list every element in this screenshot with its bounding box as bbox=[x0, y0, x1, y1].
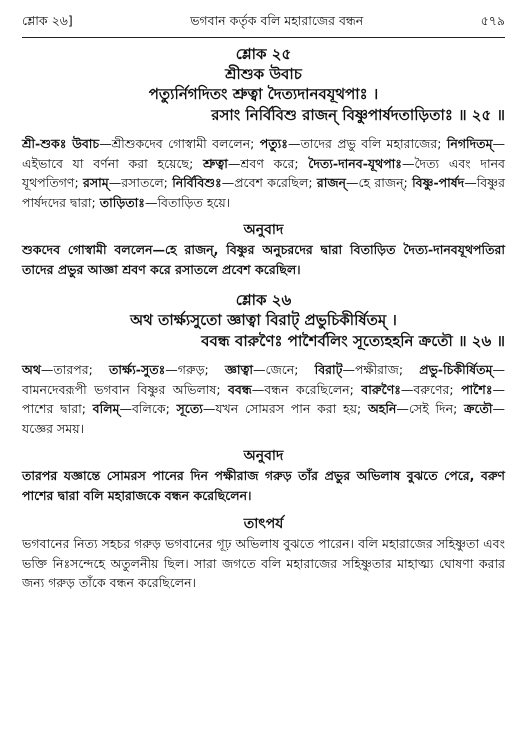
synonym-meaning: —যজ্ঞের সময়। bbox=[22, 401, 505, 436]
synonym-meaning: —হে রাজন্‌; bbox=[345, 175, 413, 190]
synonym-word: পত্যুঃ bbox=[259, 136, 288, 151]
synonym-meaning: —শ্রবণ করে; bbox=[227, 155, 309, 171]
synonym-meaning: —পাশের দ্বারা; bbox=[22, 381, 505, 416]
purport-heading: তাৎপর্য bbox=[243, 516, 284, 532]
synonym-word: তাড়িতাঃ bbox=[99, 194, 145, 210]
synonym-meaning: —বিতাড়িত হয়ে। bbox=[144, 194, 231, 210]
synonym-meaning: —বরুণের; bbox=[400, 381, 462, 397]
verse-25-heading: শ্লোক ২৫ bbox=[235, 45, 292, 63]
synonym-word: শ্রুত্বা bbox=[203, 155, 228, 171]
synonym-meaning: —রসাতলে; bbox=[108, 175, 173, 190]
synonym-meaning: —বিষ্ণুর পার্ষদদের দ্বারা; bbox=[22, 175, 505, 210]
synonym-meaning: —গরুড়; bbox=[165, 362, 225, 377]
synonym-meaning: —যখন সোমরস পান করা হয়; bbox=[202, 401, 368, 416]
verse-25-line-1: পত্যুর্নিগদিতং শ্রুত্বা দৈত্যদানবযূথপাঃ । bbox=[148, 85, 379, 103]
synonym-meaning: —শ্রীশুকদেব গোস্বামী বললেন; bbox=[99, 136, 260, 151]
synonym-meaning: —তাদের প্রভু বলি মহারাজের; bbox=[287, 136, 447, 151]
synonym-word: বিরাট্‌ bbox=[314, 362, 343, 377]
synonym-word: অথ bbox=[22, 362, 41, 377]
synonym-word: নির্বিবিশুঃ bbox=[172, 175, 222, 190]
synonym-word: দৈত্য-দানব-যূথপাঃ bbox=[308, 155, 402, 171]
synonym-meaning: —এইভাবে যা বর্ণনা করা হয়েছে; bbox=[22, 136, 506, 171]
synonym-word: ক্রতৌ bbox=[464, 401, 493, 416]
synonym-meaning: —পক্ষীরাজ; bbox=[342, 362, 420, 377]
synonym-word: রসাম্‌ bbox=[83, 175, 109, 190]
synonym-word: তার্ক্ষ্য-সুতঃ bbox=[109, 362, 166, 377]
synonym-word: পাশৈঃ bbox=[461, 381, 493, 397]
running-header bbox=[22, 12, 505, 38]
synonym-word: ববন্ধ bbox=[227, 381, 252, 397]
synonym-word: বিষ্ণু-পার্ষদ bbox=[412, 175, 465, 190]
header-page-number: ৫৭৯ bbox=[480, 13, 505, 28]
verse-25-block bbox=[22, 44, 505, 593]
synonym-meaning: —জেনে; bbox=[253, 362, 315, 377]
synonym-meaning: —বলিকে; bbox=[119, 401, 177, 416]
verse-26-line-1: অথ তার্ক্ষ্যসুতো জ্ঞাত্বা বিরাট্‌ প্রভুচিকীর্ষিতম্‌ । bbox=[130, 311, 397, 329]
verse-26-translation-heading: অনুবাদ bbox=[243, 448, 284, 464]
verse-25-translation: শুকদেব গোস্বামী বললেন—হে রাজন্‌, বিষ্ণুর অনুচরদের দ্বারা বিতাড়িত দৈত্য-দানবযূথপতিরা তাদের প্রভুর আজ্ঞা শ্রবণ করে রসাতলে প্রবেশ করেছিল। bbox=[22, 242, 505, 277]
synonym-word: সূত্যে bbox=[176, 401, 203, 416]
synonym-word: বারুণৈঃ bbox=[361, 381, 401, 397]
synonym-word: জ্ঞাত্বা bbox=[224, 362, 253, 377]
synonym-meaning: —সেই দিন; bbox=[396, 401, 465, 416]
synonym-word: নিগদিতম্‌ bbox=[446, 136, 493, 151]
synonym-word: অহনি bbox=[367, 401, 397, 416]
verse-25-translation-heading: অনুবাদ bbox=[243, 222, 284, 238]
synonym-meaning: —তারপর; bbox=[40, 362, 110, 377]
purport-text: ভগবানের নিত্য সহচর গরুড় ভগবানের গূঢ় অভিলাষ বুঝতে পারেন। বলি মহারাজের সহিষ্ণুতা এবং ভক্তি নিঃসন্দেহে অতুলনীয় ছিল। সারা জগতে বলি মহারাজের সহিষ্ণুতার মাহাত্ম্য ঘোষণা করার জন্য গরুড় তাঁকে বন্ধন করেছিলেন। bbox=[22, 536, 505, 590]
synonym-meaning: —প্রবেশ করেছিল; bbox=[221, 175, 317, 190]
verse-26-heading: শ্লোক ২৬ bbox=[235, 291, 292, 309]
verse-26-line-2: ববন্ধ বারুণৈঃ পাশৈর্বলিং সূত্যেহহনি ক্রতৌ ॥ ২৬ ॥ bbox=[201, 332, 505, 350]
synonym-meaning: —বামনদেবরূপী ভগবান বিষ্ণুর অভিলাষ; bbox=[22, 362, 505, 397]
verse-26-synonyms bbox=[22, 360, 505, 438]
synonym-word: প্রভু-চিকীর্ষিতম্‌ bbox=[419, 362, 493, 377]
synonym-word: বলিম্‌ bbox=[92, 401, 120, 416]
verse-25-line-2: রসাং নির্বিবিশু রাজন্‌ বিষ্ণুপার্ষদতাড়িতাঃ ॥ ২৫ ॥ bbox=[211, 106, 505, 124]
synonym-word: রাজন্‌ bbox=[316, 175, 346, 190]
synonym-meaning: —বন্ধন করেছিলেন; bbox=[251, 381, 362, 397]
synonym-meaning: —দৈত্য এবং দানব যূথপতিগণ; bbox=[22, 155, 506, 190]
synonym-word: শ্রী-শুকঃ উবাচ bbox=[22, 136, 100, 151]
verse-26-translation: তারপর যজ্ঞান্তে সোমরস পানের দিন পক্ষীরাজ গরুড় তাঁর প্রভুর অভিলাষ বুঝতে পেরে, বরুণ পাশের দ্বারা বলি মহারাজকে বন্ধন করেছিলেন। bbox=[22, 468, 505, 503]
verse-25-synonyms bbox=[22, 134, 505, 212]
header-verse-ref: শ্লোক ২৬] bbox=[22, 13, 73, 28]
verse-25-speaker: শ্রীশুক উবাচ bbox=[225, 65, 302, 83]
header-chapter-title: ভগবান কর্তৃক বলি মহারাজের বন্ধন bbox=[190, 13, 364, 28]
